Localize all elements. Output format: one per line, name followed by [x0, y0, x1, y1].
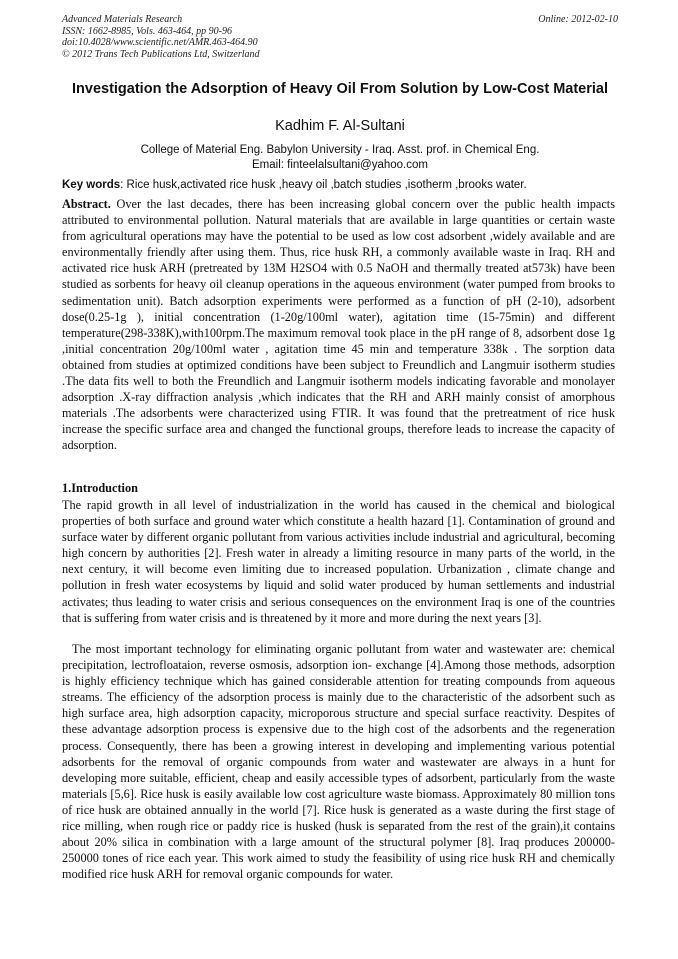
abstract	[62, 196, 615, 454]
abstract-label: Abstract.	[62, 197, 111, 211]
abstract-text: Over the last decades, there has been increasing global concern over the public health impacts attributed to environmental pollution. Natural materials that are available in large quantities or certain waste from agricultural operations may have the potential to be used as low cost adsorbent ,widely available and are environmentally friendly after using them. Thus, rice husk RH, a commonly available waste in Iraq. RH and activated rice husk ARH (pretreated by 13M H2SO4 with 0.5 NaOH and thermally treated at573k) have been studied as sorbents for heavy oil cleanup operations in the aqueous environment (water pumped from brooks to sedimentation unit). Batch adsorption experiments were performed as a function of pH (2-10), adsorbent dose(0.25-1g ), initial concentration (1-20g/100ml water), agitation time (15-75min) and different temperature(298-338K),with100rpm.The maximum removal took place in the pH range of 8, adsorbent dose 1g ,initial concentration 20g/100ml water , agitation time 45 min and temperature 338k . The sorption data obtained from studies at optimized conditions have been subject to Freundlich and Langmuir isotherm studies .The data fits well to both the Freundlich and Langmuir isotherm models indicating favorable and monolayer adsorption .X-ray diffraction analysis ,which indicates that the RH and ARH mainly consist of amorphous materials .The adsorbents were characterized using FTIR. It was found that the pretreatment of rice husk increase the specific surface area and changed the functional groups, therefore leads to increase the capacity of adsorption.	[62, 197, 615, 453]
section-heading-introduction: 1.Introduction	[62, 481, 138, 495]
intro-paragraph-1: The rapid growth in all level of industrialization in the world has caused in the chemical and biological properties of both surface and ground water which constitute a health hazard [1]. Contamination of ground and surface water by different organic pollutant from various activities include industrial and agricultural, becoming high concern by authorities [2]. Fresh water in already a limiting resource in many parts of the world, in the next century, it will become even limiting due to increased population. Urbanization , climate change and pollution in fresh water ecosystems by liquid and solid water produced by human settlements and industrial activates; thus leading to water crisis and serious consequences on the environment Iraq is one of the countries that is suffering from water crisis and is threatened by it more and more during the next years [3].	[62, 498, 615, 625]
author-affiliation-block	[62, 143, 618, 172]
copyright-line: © 2012 Trans Tech Publications Ltd, Switzerland	[62, 48, 260, 60]
journal-header	[62, 14, 618, 60]
author-name: Kadhim F. Al-Sultani	[275, 118, 405, 134]
intro-paragraph-2: The most important technology for eliminating organic pollutant from water and wastewater are: chemical precipitation, lectrofloataion, reverse osmosis, adsorption ion- exchange [4].Among those methods, adsorption is highly efficiency technique which has gained considerable attention for treating compounds from aqueous streams. The efficiency of the adsorption process is mainly due to the characteristic of the adsorbent such as high surface area, high adsorption capacity, microporous structure and special surface reactivity. Despites of these advantage adsorption process is expensive due to the high cost of the adsorbents and the regeneration process. Consequently, there has been a growing interest in developing and implementing various potential adsorbents for the removal of organic compounds from water and wastewater are always in a hunt for developing more suitable, efficient, cheap and easily accessible types of adsorbent, particularly from the waste materials [5,6]. Rice husk is easily available low cost agriculture waste biomass. Approximately 80 million tons of rice husk are obtained annually in the world [7]. Rice husk is generated as a waste during the first stage of rice milling, when rough rice or paddy rice is husked (husk is separated from the rest of the grain),it contains about 20% silica in combination with a large amount of the structural polymer [8]. Iraq produces 200000-250000 tones of rice each year. This work aimed to study the feasibility of using rice husk RH and chemically modified rice husk ARH for removal organic compounds for water.	[62, 642, 615, 882]
affiliation: College of Material Eng. Babylon University - Iraq. Asst. prof. in Chemical Eng.	[140, 144, 540, 156]
issn-line: ISSN: 1662-8985, Vols. 463-464, pp 90-96	[62, 25, 232, 37]
keywords-text: : Rice husk,activated rice husk ,heavy oil ,batch studies ,isotherm ,brooks water.	[120, 179, 527, 191]
keywords	[62, 178, 618, 192]
paper-title: Investigation the Adsorption of Heavy Oil From Solution by Low-Cost Material	[72, 81, 608, 97]
journal-name: Advanced Materials Research	[62, 14, 183, 25]
online-date: Online: 2012-02-10	[538, 14, 618, 25]
author-email: Email: finteelalsultani@yahoo.com	[252, 158, 428, 171]
doi-line: doi:10.4028/www.scientific.net/AMR.463-464.90	[62, 37, 258, 48]
keywords-label: Key words	[62, 179, 121, 191]
